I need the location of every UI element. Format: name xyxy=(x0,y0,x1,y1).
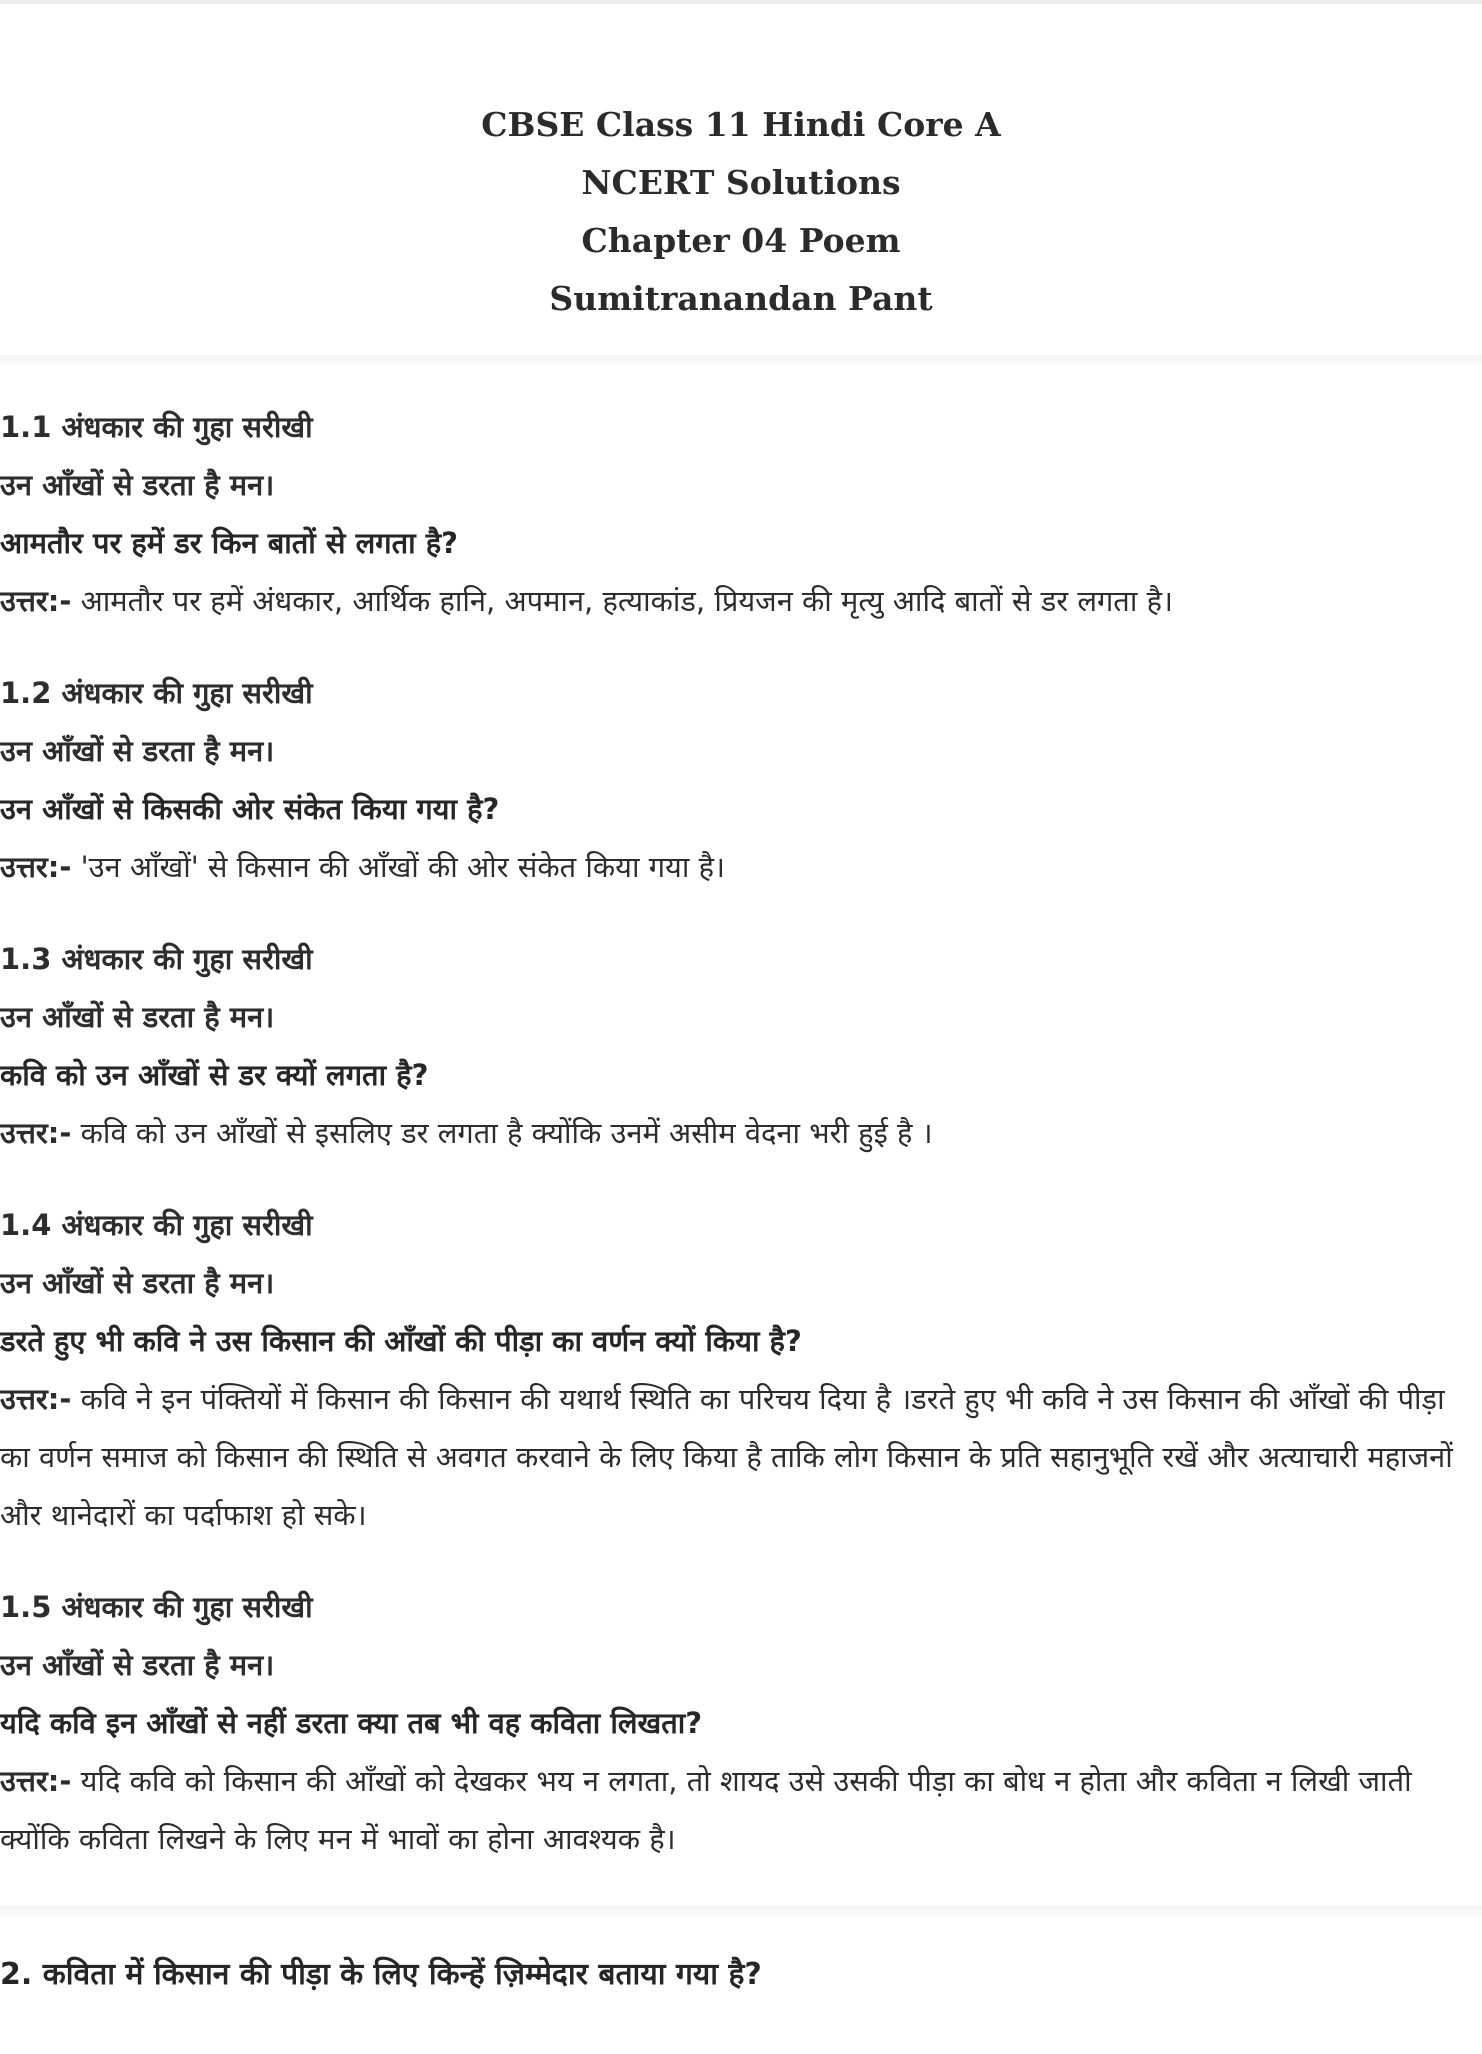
answer-body: 'उन आँखों' से किसान की आँखों की ओर संकेत किया गया है। xyxy=(71,850,725,884)
verse-line: 1.2 अंधकार की गुहा सरीखी xyxy=(0,676,313,710)
question-text: आमतौर पर हमें डर किन बातों से लगता है? xyxy=(0,526,458,560)
verse-line: 1.5 अंधकार की गुहा सरीखी xyxy=(0,1590,313,1624)
section-divider xyxy=(0,355,1482,365)
question-text: यदि कवि इन आँखों से नहीं डरता क्या तब भी वह कविता लिखता? xyxy=(0,1706,703,1740)
verse-line: उन आँखों से डरता है मन। xyxy=(0,1266,275,1300)
answer-body: कवि को उन आँखों से इसलिए डर लगता है क्योंकि उनमें असीम वेदना भरी हुई है । xyxy=(71,1116,933,1150)
verse-line: उन आँखों से डरता है मन। xyxy=(0,734,275,768)
qa-section xyxy=(0,398,1470,1902)
qa-block-1-3 xyxy=(0,930,1470,1162)
question-text: कवि को उन आँखों से डर क्यों लगता है? xyxy=(0,1058,429,1092)
verse-line: उन आँखों से डरता है मन। xyxy=(0,1000,275,1034)
question-2-heading: 2. कविता में किसान की पीड़ा के लिए किन्हें ज़िम्मेदार बताया गया है? xyxy=(0,1957,762,1992)
verse-line: 1.4 अंधकार की गुहा सरीखी xyxy=(0,1208,313,1242)
qa-block-1-1 xyxy=(0,398,1470,630)
header-subtitle: NCERT Solutions xyxy=(581,163,901,202)
verse-line: उन आँखों से डरता है मन। xyxy=(0,1648,275,1682)
answer-text xyxy=(0,1370,1470,1544)
top-divider xyxy=(0,0,1482,4)
section-divider xyxy=(0,1906,1482,1916)
answer-text xyxy=(0,1104,1470,1162)
answer-text xyxy=(0,572,1470,630)
question-text: उन आँखों से किसकी ओर संकेत किया गया है? xyxy=(0,792,500,826)
answer-text xyxy=(0,838,1470,896)
answer-label: उत्तर:- xyxy=(0,1764,72,1798)
question-text: डरते हुए भी कवि ने उस किसान की आँखों की पीड़ा का वर्णन क्यों किया है? xyxy=(0,1324,802,1358)
answer-label: उत्तर:- xyxy=(0,850,72,884)
verse-line: 1.1 अंधकार की गुहा सरीखी xyxy=(0,410,313,444)
answer-text xyxy=(0,1752,1470,1868)
qa-block-1-4 xyxy=(0,1196,1470,1544)
answer-body: कवि ने इन पंक्तियों में किसान की किसान की यथार्थ स्थिति का परिचय दिया है ।डरते हुए भी कवि ने उस किसान की आँखों की पीड़ा का वर्णन समाज को किसान की स्थिति से अवगत करवाने के लिए किया है ताकि लोग किसान के प्रति सहानुभूति रखें और अत्याचारी महाजनों और थानेदारों का पर्दाफाश हो सके। xyxy=(0,1382,1453,1532)
verse-line: उन आँखों से डरता है मन। xyxy=(0,468,275,502)
answer-label: उत्तर:- xyxy=(0,1382,72,1416)
answer-label: उत्तर:- xyxy=(0,1116,72,1150)
answer-body: यदि कवि को किसान की आँखों को देखकर भय न लगता, तो शायद उसे उसकी पीड़ा का बोध न होता और कविता न लिखी जाती क्योंकि कविता लिखने के लिए मन में भावों का होना आवश्यक है। xyxy=(0,1764,1412,1856)
header-chapter: Chapter 04 Poem xyxy=(581,221,901,260)
verse-line: 1.3 अंधकार की गुहा सरीखी xyxy=(0,942,313,976)
answer-body: आमतौर पर हमें अंधकार, आर्थिक हानि, अपमान, हत्याकांड, प्रियजन की मृत्यु आदि बातों से डर लगता है। xyxy=(71,584,1173,618)
qa-block-1-2 xyxy=(0,664,1470,896)
answer-label: उत्तर:- xyxy=(0,584,72,618)
document-header xyxy=(0,96,1482,328)
qa-block-1-5 xyxy=(0,1578,1470,1868)
header-author: Sumitranandan Pant xyxy=(549,279,933,318)
header-title: CBSE Class 11 Hindi Core A xyxy=(481,105,1001,144)
